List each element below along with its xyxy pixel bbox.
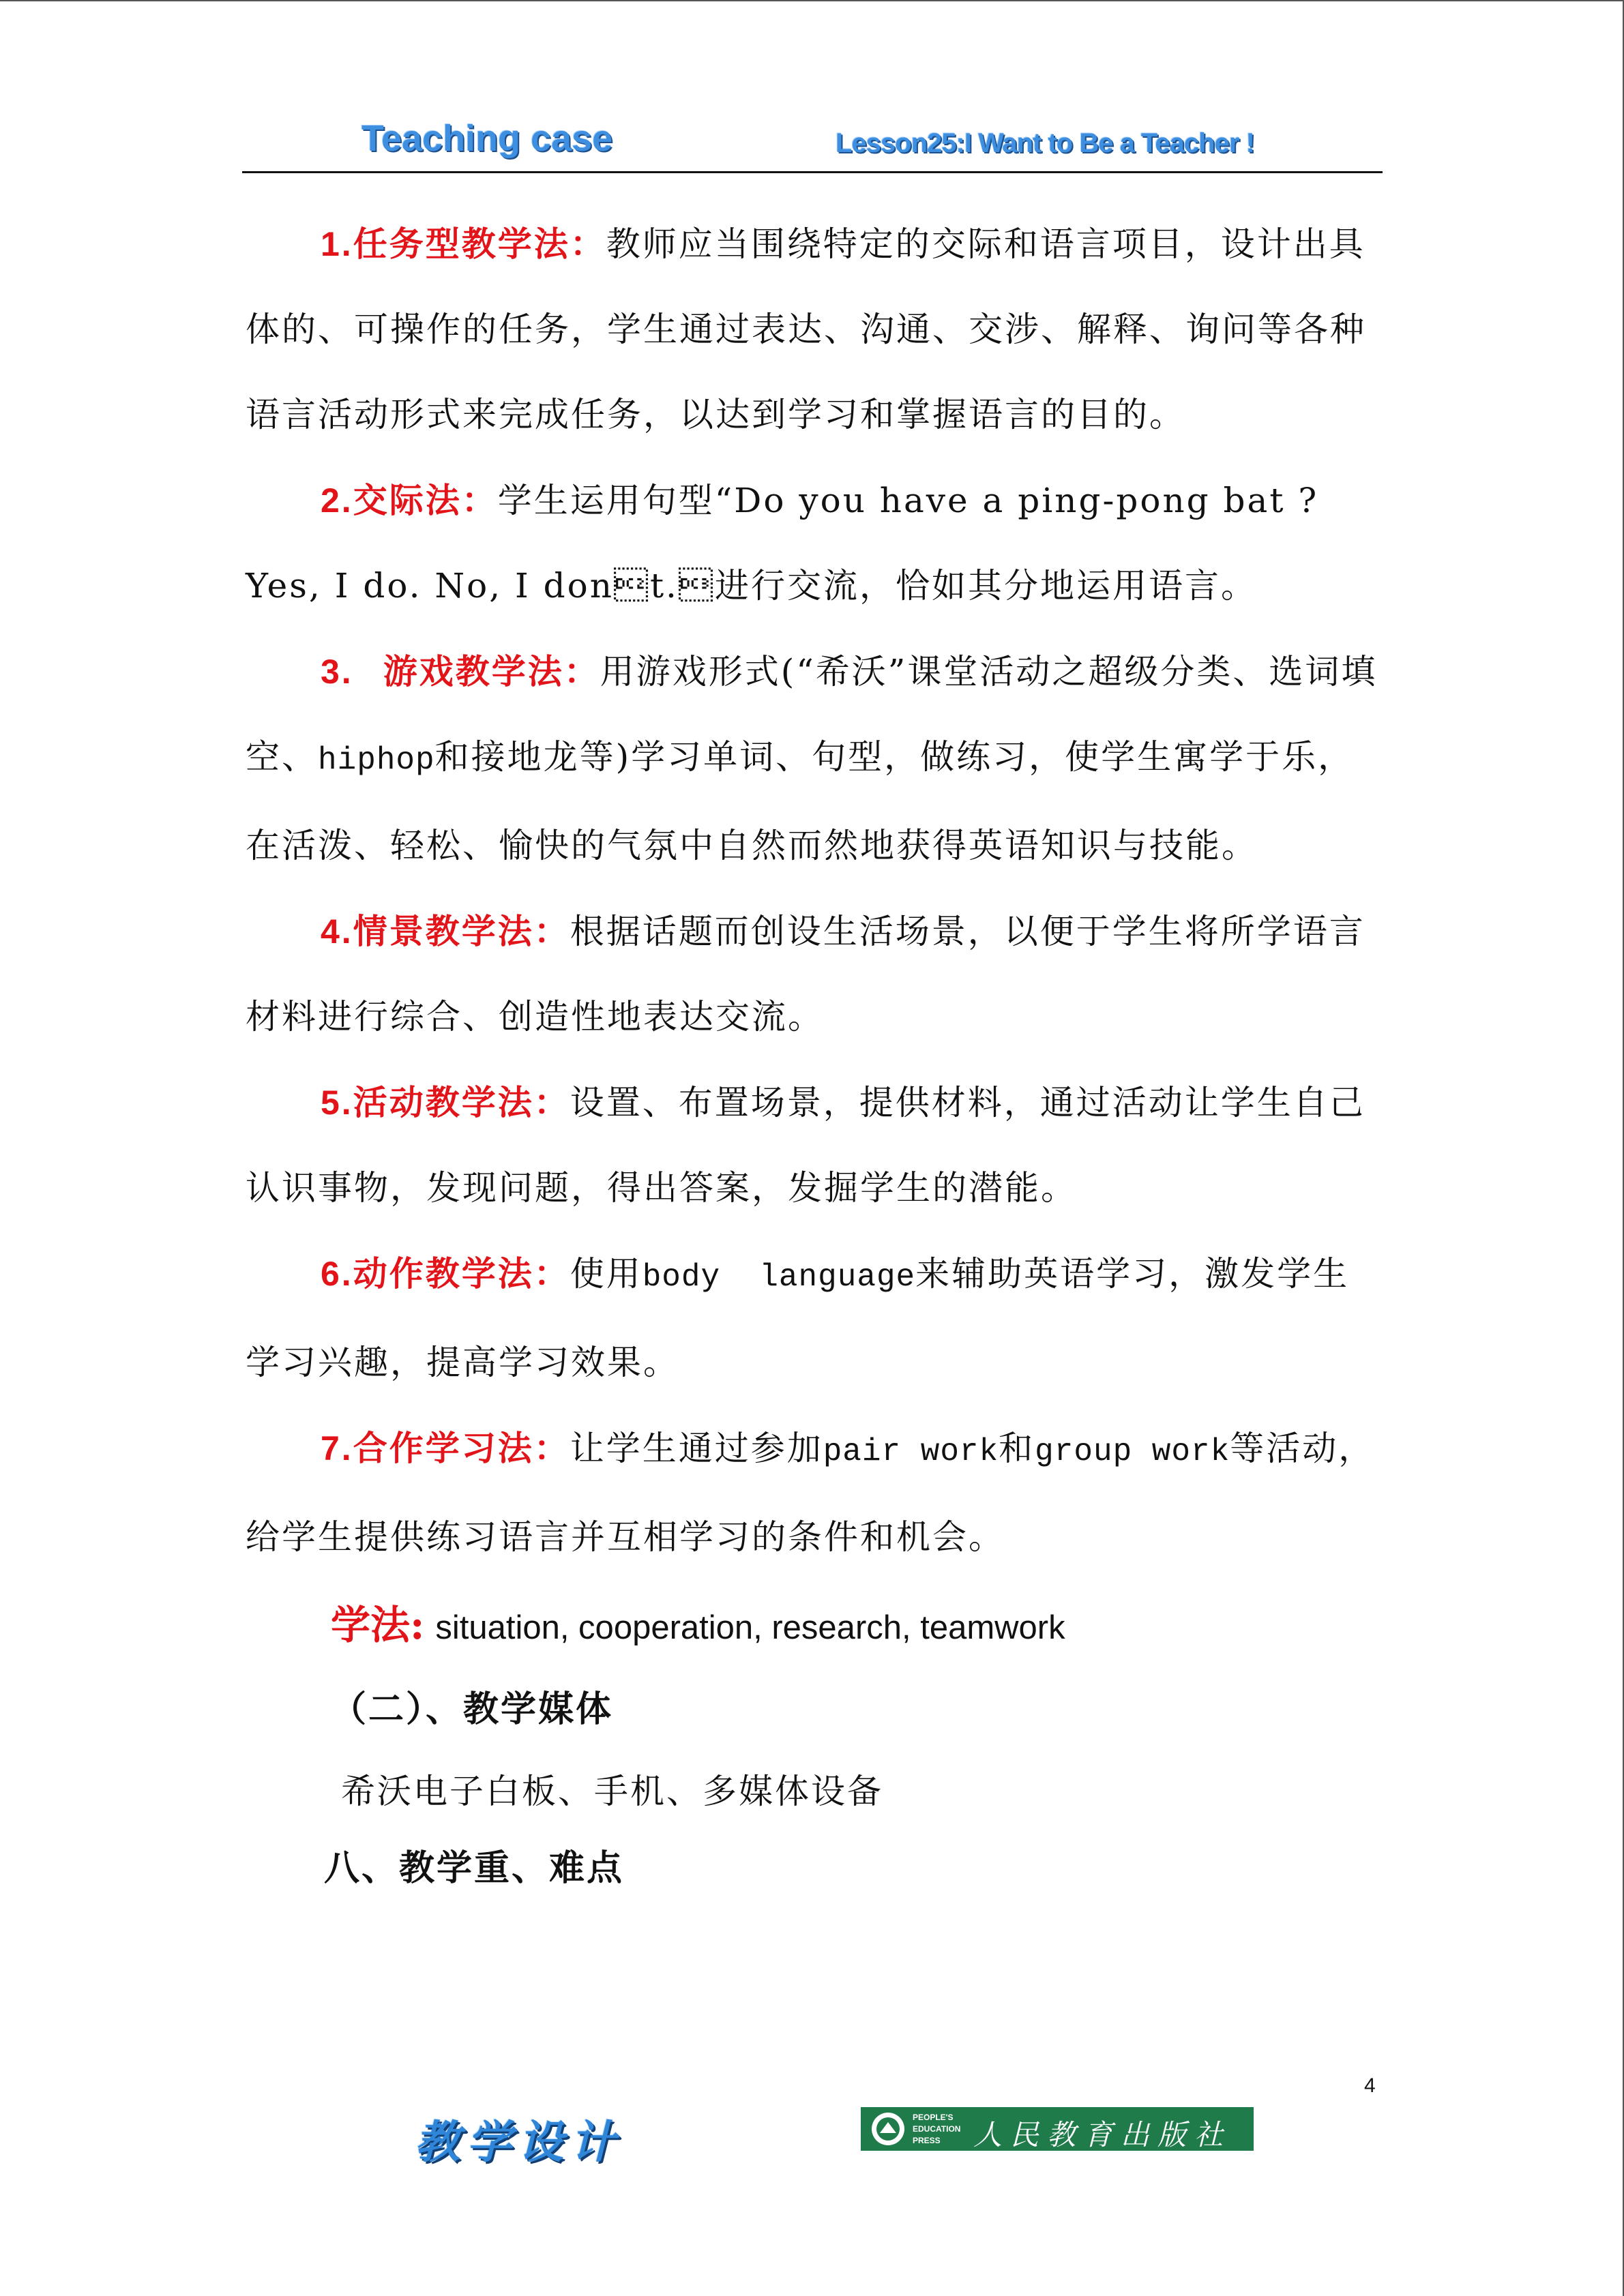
- method-title-7: 合作学习法：: [353, 1428, 570, 1468]
- page-number: 4: [1364, 2074, 1376, 2097]
- method-label-2: [321, 480, 498, 520]
- method-title-1: 任务型教学法：: [353, 224, 606, 264]
- header-rule: [242, 171, 1383, 173]
- method-text-3b: 和接地龙等)学习单词、句型，做练习，使学生寓学于乐，在活泼、轻松、愉快的气氛中自然而然地获得英语知识与技能。: [246, 737, 1355, 865]
- method-label-3: [321, 651, 600, 691]
- section-eight-heading: 八、教学重、难点: [324, 1847, 625, 1889]
- header-title-right: Lesson25:I Want to Be a Teacher !: [836, 128, 1254, 158]
- method-title-5: 活动教学法：: [353, 1082, 570, 1122]
- footer-teaching-design-mark: 教学设计: [415, 2115, 622, 2168]
- method-label-1: [321, 224, 606, 264]
- publisher-en-line-3: PRESS: [913, 2136, 941, 2145]
- study-label: 学法:: [331, 1602, 425, 1648]
- method-number-2: 2.: [321, 481, 353, 520]
- method-paragraph-6: [246, 1231, 1385, 1405]
- method-paragraph-2: [246, 458, 1385, 629]
- method-text-4: 根据话题而创设生活场景，以便于学生将所学语言材料进行综合、创造性地表达交流。: [246, 912, 1365, 1037]
- method-paragraph-4: [246, 889, 1385, 1060]
- media-heading: （二）、教学媒体: [331, 1688, 614, 1730]
- method-text-3a: 用游戏形式(“希沃”课堂活动之超级分类、选词填空、: [246, 652, 1378, 777]
- method-title-6: 动作教学法：: [353, 1253, 570, 1294]
- header-title-left: Teaching case: [361, 118, 613, 159]
- publisher-name: 人民教育出版社: [973, 2118, 1232, 2151]
- media-items: 希沃电子白板、手机、多媒体设备: [341, 1772, 883, 1811]
- method-title-2: 交际法：: [353, 480, 498, 520]
- study-text: situation, cooperation, research, teamwork: [435, 1609, 1065, 1646]
- study-methods-line: [331, 1584, 1385, 1669]
- method-code-7b: group work: [1035, 1434, 1230, 1470]
- publisher-logo: [861, 2107, 1254, 2151]
- method-text-2: 学生运用句型“Do you have a ping-pong bat ? Yes, I do. No, I dont.进行交流，恰如其分地运用语言。: [246, 481, 1319, 606]
- method-label-7: [321, 1428, 570, 1468]
- method-code-3: hiphop: [318, 743, 435, 778]
- method-paragraph-5: [246, 1060, 1385, 1231]
- method-code-6: body language: [642, 1259, 916, 1295]
- method-paragraph-7: [246, 1405, 1385, 1580]
- method-title-3: 游戏教学法：: [383, 651, 600, 691]
- page-header: [242, 115, 1383, 176]
- method-code-7a: pair work: [823, 1434, 999, 1470]
- document-body: [246, 201, 1385, 1904]
- method-number-5: 5.: [321, 1084, 353, 1122]
- publisher-en-line-1: PEOPLE'S: [913, 2113, 954, 2122]
- method-label-6: [321, 1253, 570, 1294]
- method-paragraph-3: [246, 629, 1385, 889]
- method-text-1: 教师应当围绕特定的交际和语言项目，设计出具体的、可操作的任务，学生通过表达、沟通、交涉、解释、询问等各种语言活动形式来完成任务，以达到学习和掌握语言的目的。: [246, 224, 1366, 434]
- method-text-5: 设置、布置场景，提供材料，通过活动让学生自己认识事物，发现问题，得出答案，发掘学生的潜能。: [246, 1083, 1365, 1208]
- method-text-7b: 和: [999, 1429, 1035, 1468]
- method-label-5: [321, 1082, 570, 1122]
- method-title-4: 情景教学法：: [353, 911, 570, 951]
- method-text-6a: 使用: [570, 1254, 643, 1294]
- method-number-6: 6.: [321, 1255, 353, 1293]
- method-number-1: 1.: [321, 225, 353, 263]
- method-paragraph-1: [246, 201, 1385, 458]
- publisher-en-line-2: EDUCATION: [913, 2124, 961, 2134]
- method-text-7c: 等活动，给学生提供练习语言并互相学习的条件和机会。: [246, 1429, 1375, 1557]
- method-text-6b: 来辅助英语学习，激发学生学习兴趣，提高学习效果。: [246, 1254, 1350, 1382]
- method-text-7a: 让学生通过参加: [570, 1429, 823, 1468]
- method-number-3: 3.: [321, 653, 353, 691]
- method-number-4: 4.: [321, 912, 353, 951]
- method-number-7: 7.: [321, 1429, 353, 1467]
- method-label-4: [321, 911, 570, 951]
